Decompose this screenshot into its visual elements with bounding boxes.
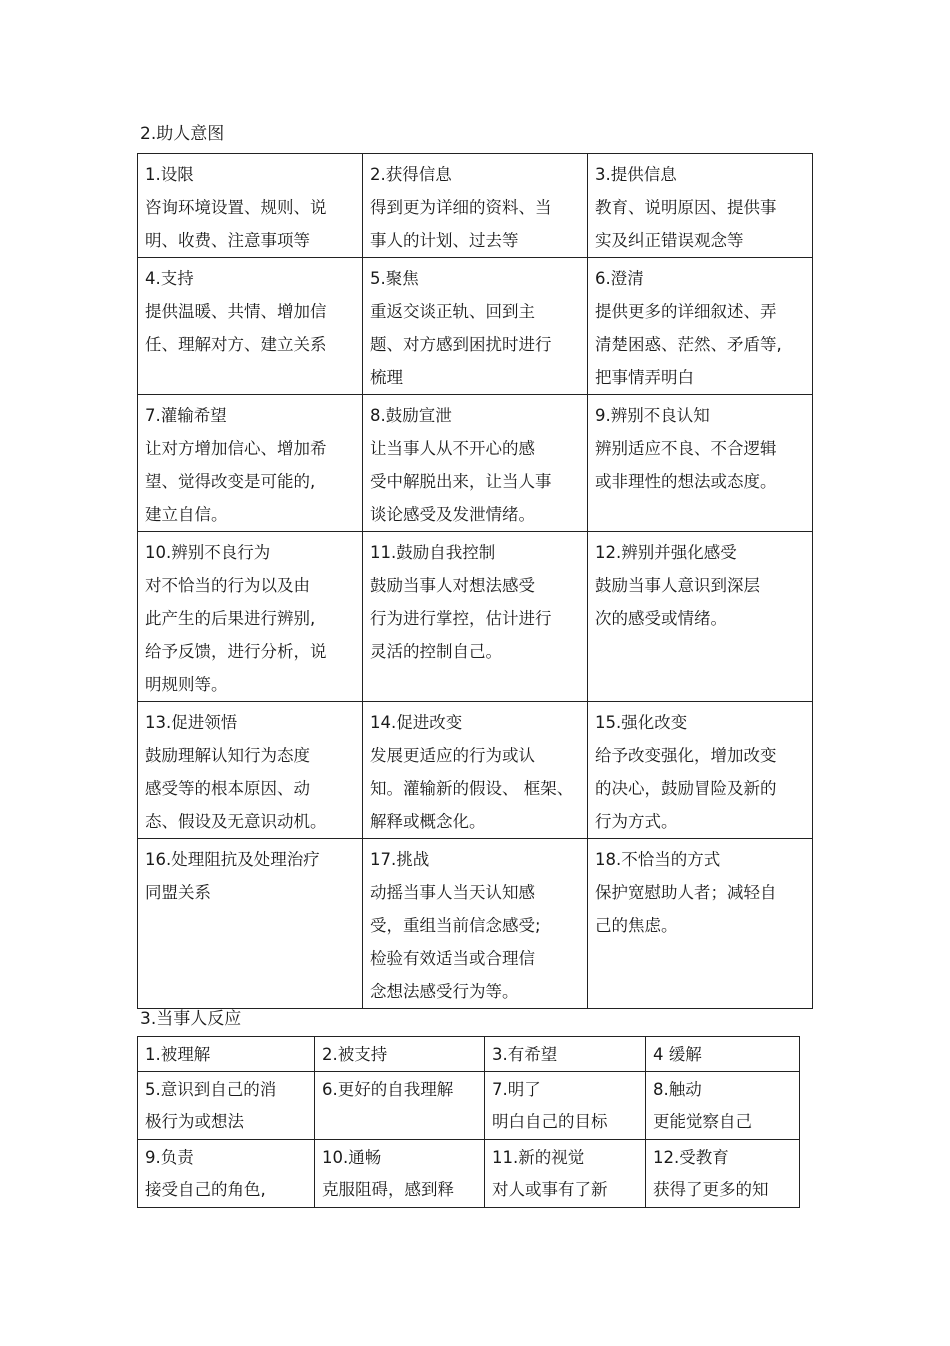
cell-heading: 4 缓解 [653, 1045, 702, 1064]
cell-description: 保护宽慰助人者；减轻自 己的焦虑。 [595, 883, 777, 935]
table-cell [138, 1072, 315, 1140]
cell-description: 对人或事有了新 [492, 1180, 608, 1199]
table-cell [363, 395, 588, 532]
cell-description: 咨询环境设置、规则、说 明、收费、注意事项等 [145, 198, 327, 250]
table-cell [138, 1037, 315, 1072]
table-cell [315, 1140, 485, 1208]
table-cell [138, 1140, 315, 1208]
cell-description: 明白自己的目标 [492, 1112, 608, 1131]
cell-heading: 9.辨别不良认知 [595, 406, 710, 425]
cell-description: 辨别适应不良、不合逻辑 或非理性的想法或态度。 [595, 439, 777, 491]
helping-intentions-table [137, 153, 813, 1009]
table-row [138, 395, 813, 532]
table-cell [588, 839, 813, 1009]
table-cell [588, 532, 813, 702]
cell-heading: 17.挑战 [370, 850, 430, 869]
table-row [138, 1072, 800, 1140]
cell-heading: 5.聚焦 [370, 269, 419, 288]
cell-description: 极行为或想法 [145, 1112, 244, 1131]
table-cell [315, 1037, 485, 1072]
cell-description: 动摇当事人当天认知感 受，重组当前信念感受; 检验有效适当或合理信 念想法感受行为等。 [370, 883, 541, 1001]
cell-heading: 2.获得信息 [370, 165, 452, 184]
cell-heading: 5.意识到自己的消 [145, 1080, 277, 1099]
cell-description: 鼓励当事人对想法感受 行为进行掌控，估计进行 灵活的控制自己。 [370, 576, 552, 661]
table-cell [485, 1072, 646, 1140]
cell-heading: 8.鼓励宣泄 [370, 406, 452, 425]
table-row [138, 532, 813, 702]
cell-heading: 11.新的视觉 [492, 1148, 585, 1167]
table-cell [588, 258, 813, 395]
table-cell [138, 395, 363, 532]
cell-description: 鼓励理解认知行为态度 感受等的根本原因、动 态、假设及无意识动机。 [145, 746, 327, 831]
cell-heading: 3.有希望 [492, 1045, 558, 1064]
table-cell [588, 395, 813, 532]
table-row [138, 154, 813, 258]
table-cell [138, 154, 363, 258]
table-cell [363, 258, 588, 395]
table-cell [363, 839, 588, 1009]
cell-heading: 10.通畅 [322, 1148, 382, 1167]
cell-heading: 7.明了 [492, 1080, 541, 1099]
cell-description: 让当事人从不开心的感 受中解脱出来，让当人事 谈论感受及发泄情绪。 [370, 439, 552, 524]
client-reactions-table [137, 1036, 800, 1208]
cell-description: 发展更适应的行为或认 知。灌输新的假设、 框架、 解释或概念化。 [370, 746, 574, 831]
cell-heading: 4.支持 [145, 269, 194, 288]
cell-heading: 13.促进领悟 [145, 713, 238, 732]
table-row [138, 258, 813, 395]
table-cell [646, 1140, 800, 1208]
cell-heading: 10.辨别不良行为 [145, 543, 271, 562]
table-cell [485, 1140, 646, 1208]
table-cell [138, 532, 363, 702]
cell-description: 克服阻碍，感到释 [322, 1180, 454, 1199]
table-cell [646, 1037, 800, 1072]
cell-description: 更能觉察自己 [653, 1112, 752, 1131]
table-row [138, 702, 813, 839]
cell-description: 提供更多的详细叙述、弄 清楚困惑、茫然、矛盾等, 把事情弄明白 [595, 302, 782, 387]
cell-heading: 12.辨别并强化感受 [595, 543, 737, 562]
cell-description: 得到更为详细的资料、当 事人的计划、过去等 [370, 198, 552, 250]
cell-description: 重返交谈正轨、回到主 题、对方感到困扰时进行 梳理 [370, 302, 552, 387]
cell-heading: 14.促进改变 [370, 713, 463, 732]
cell-heading: 12.受教育 [653, 1148, 729, 1167]
table-cell [138, 702, 363, 839]
cell-heading: 9.负责 [145, 1148, 194, 1167]
cell-heading: 18.不恰当的方式 [595, 850, 721, 869]
cell-heading: 6.更好的自我理解 [322, 1080, 454, 1099]
cell-heading: 7.灌输希望 [145, 406, 227, 425]
table-cell [138, 839, 363, 1009]
cell-heading: 1.设限 [145, 165, 194, 184]
cell-heading: 11.鼓励自我控制 [370, 543, 496, 562]
cell-heading: 3.提供信息 [595, 165, 677, 184]
cell-description: 教育、说明原因、提供事 实及纠正错误观念等 [595, 198, 777, 250]
cell-heading: 2.被支持 [322, 1045, 388, 1064]
cell-description: 同盟关系 [145, 883, 211, 902]
cell-heading: 1.被理解 [145, 1045, 211, 1064]
cell-heading: 15.强化改变 [595, 713, 688, 732]
table-cell [363, 702, 588, 839]
table-cell [315, 1072, 485, 1140]
section-3-title: 3.当事人反应 [140, 1009, 242, 1029]
table-row [138, 839, 813, 1009]
cell-description: 接受自己的角色, [145, 1180, 266, 1199]
table-row [138, 1037, 800, 1072]
table-cell [588, 154, 813, 258]
table-cell [138, 258, 363, 395]
cell-heading: 8.触动 [653, 1080, 702, 1099]
cell-description: 对不恰当的行为以及由 此产生的后果进行辨别, 给予反馈，进行分析，说 明规则等。 [145, 576, 327, 694]
cell-description: 让对方增加信心、增加希 望、觉得改变是可能的, 建立自信。 [145, 439, 327, 524]
cell-description: 获得了更多的知 [653, 1180, 769, 1199]
cell-description: 给予改变强化，增加改变 的决心，鼓励冒险及新的 行为方式。 [595, 746, 777, 831]
cell-description: 鼓励当事人意识到深层 次的感受或情绪。 [595, 576, 760, 628]
cell-heading: 16.处理阻抗及处理治疗 [145, 850, 320, 869]
table-cell [485, 1037, 646, 1072]
table-cell [588, 702, 813, 839]
table-cell [646, 1072, 800, 1140]
table-row [138, 1140, 800, 1208]
table-cell [363, 154, 588, 258]
table-cell [363, 532, 588, 702]
cell-description: 提供温暖、共情、增加信 任、理解对方、建立关系 [145, 302, 327, 354]
section-2-title: 2.助人意图 [140, 124, 225, 144]
cell-heading: 6.澄清 [595, 269, 644, 288]
